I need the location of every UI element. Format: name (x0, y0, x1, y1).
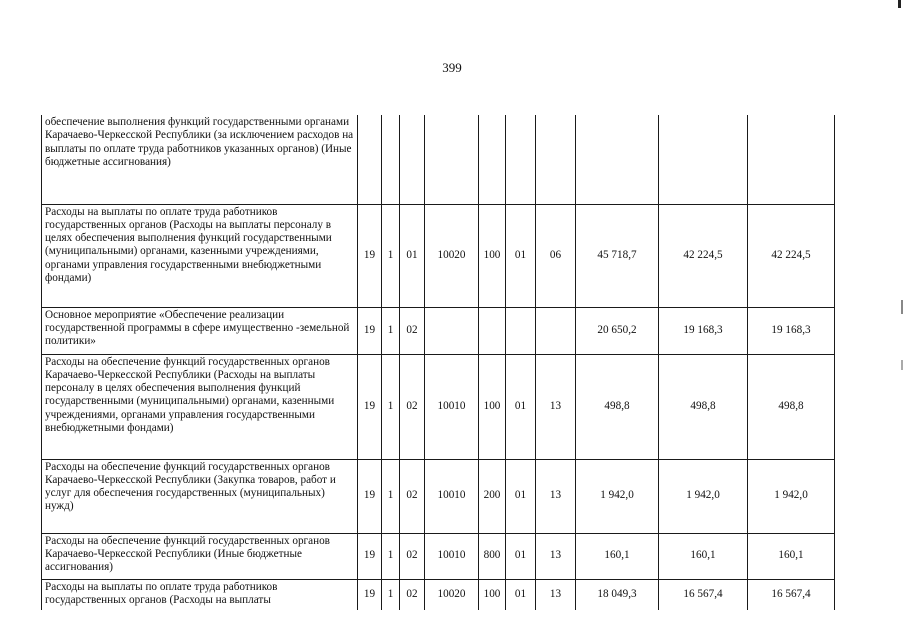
row-description: Расходы на обеспечение функций государственных органов Карачаево-Черкесской Республики (Иные бюджетные ассигнования) (42, 533, 358, 579)
scan-edge-mark-top (898, 0, 901, 8)
cell-code-event: 02 (400, 354, 425, 459)
cell-code-program: 19 (358, 307, 382, 354)
cell-code-direction: 10010 (425, 354, 479, 459)
cell-code-section: 01 (506, 459, 536, 533)
cell-code-event: 02 (400, 533, 425, 579)
cell-code-program: 19 (358, 204, 382, 307)
cell-value-2: 42 224,5 (659, 204, 748, 307)
cell-code-subprogram: 1 (382, 204, 400, 307)
cell-code-subsection (536, 307, 576, 354)
cell-code-direction (425, 307, 479, 354)
table-row (42, 204, 835, 307)
row-description: Основное мероприятие «Обеспечение реализации государственной программы в сфере имущественно -земельной политики» (42, 307, 358, 354)
cell-value-2: 498,8 (659, 354, 748, 459)
cell-code-direction: 10010 (425, 459, 479, 533)
cell-code-program: 19 (358, 579, 382, 610)
cell-value-3: 42 224,5 (748, 204, 835, 307)
cell-value-1: 498,8 (576, 354, 659, 459)
cell-code-expense-type: 200 (479, 459, 506, 533)
cell-value-1: 45 718,7 (576, 204, 659, 307)
table-row (42, 307, 835, 354)
cell-code-section: 01 (506, 579, 536, 610)
row-description: Расходы на выплаты по оплате труда работников государственных органов (Расходы на выплаты (42, 579, 358, 610)
cell-code-section: 01 (506, 204, 536, 307)
cell-value-3: 1 942,0 (748, 459, 835, 533)
row-description: Расходы на обеспечение функций государственных органов Карачаево-Черкесской Республики (Расходы на выплаты персоналу в целях обеспечения выполнения функций государственными (муниципальными) органами, казенными учреждениями, органами управления государственными внебюджетными фондами) (42, 354, 358, 459)
cell-code-subprogram: 1 (382, 354, 400, 459)
cell-code-subprogram: 1 (382, 459, 400, 533)
cell-value-3: 16 567,4 (748, 579, 835, 610)
cell-code-subprogram: 1 (382, 307, 400, 354)
cell-code-subsection: 13 (536, 579, 576, 610)
row-description: Расходы на обеспечение функций государственных органов Карачаево-Черкесской Республики (Закупка товаров, работ и услуг для обеспечения государственных (муниципальных) нужд) (42, 459, 358, 533)
cell-code-program: 19 (358, 354, 382, 459)
row-description: Расходы на выплаты по оплате труда работников государственных органов (Расходы на выплаты персоналу в целях обеспечения выполнения функций государственными (муниципальными) органами, казенными учреждениями, органами управления государственными внебюджетными фондами) (42, 204, 358, 307)
cell-code-expense-type: 100 (479, 204, 506, 307)
cell-code-subprogram (382, 115, 400, 204)
cell-value-2 (659, 115, 748, 204)
cell-code-subprogram: 1 (382, 533, 400, 579)
cell-value-3 (748, 115, 835, 204)
budget-table (41, 115, 835, 610)
cell-code-event: 01 (400, 204, 425, 307)
cell-code-section: 01 (506, 354, 536, 459)
cell-code-program: 19 (358, 459, 382, 533)
table-row (42, 459, 835, 533)
cell-value-2: 16 567,4 (659, 579, 748, 610)
cell-value-3: 160,1 (748, 533, 835, 579)
cell-value-1 (576, 115, 659, 204)
cell-code-section: 01 (506, 533, 536, 579)
cell-code-section (506, 307, 536, 354)
cell-code-program (358, 115, 382, 204)
cell-code-expense-type: 100 (479, 579, 506, 610)
scan-edge-mark-right (901, 300, 903, 314)
cell-value-3: 19 168,3 (748, 307, 835, 354)
cell-code-expense-type (479, 115, 506, 204)
cell-value-1: 20 650,2 (576, 307, 659, 354)
cell-value-1: 18 049,3 (576, 579, 659, 610)
scan-edge-mark-right-lower (901, 360, 903, 370)
cell-code-subprogram: 1 (382, 579, 400, 610)
table-row (42, 354, 835, 459)
cell-code-event (400, 115, 425, 204)
cell-code-subsection: 13 (536, 459, 576, 533)
cell-code-direction: 10020 (425, 204, 479, 307)
cell-code-subsection (536, 115, 576, 204)
cell-value-2: 19 168,3 (659, 307, 748, 354)
page-number: 399 (442, 60, 462, 75)
cell-code-event: 02 (400, 579, 425, 610)
cell-code-expense-type (479, 307, 506, 354)
table-row (42, 579, 835, 610)
cell-code-expense-type: 800 (479, 533, 506, 579)
cell-code-expense-type: 100 (479, 354, 506, 459)
cell-code-subsection: 13 (536, 354, 576, 459)
cell-value-2: 1 942,0 (659, 459, 748, 533)
cell-value-1: 1 942,0 (576, 459, 659, 533)
table-row (42, 533, 835, 579)
cell-code-subsection: 06 (536, 204, 576, 307)
cell-code-event: 02 (400, 459, 425, 533)
cell-code-program: 19 (358, 533, 382, 579)
cell-code-section (506, 115, 536, 204)
cell-code-subsection: 13 (536, 533, 576, 579)
cell-code-direction: 10010 (425, 533, 479, 579)
cell-value-2: 160,1 (659, 533, 748, 579)
cell-code-event: 02 (400, 307, 425, 354)
cell-value-1: 160,1 (576, 533, 659, 579)
table-row (42, 115, 835, 204)
cell-code-direction (425, 115, 479, 204)
row-description: обеспечение выполнения функций государственными органами Карачаево-Черкесской Республики (за исключением расходов на выплаты по оплате труда работников указанных органов) (Иные бюджетные ассигнования) (42, 115, 358, 204)
cell-code-direction: 10020 (425, 579, 479, 610)
cell-value-3: 498,8 (748, 354, 835, 459)
